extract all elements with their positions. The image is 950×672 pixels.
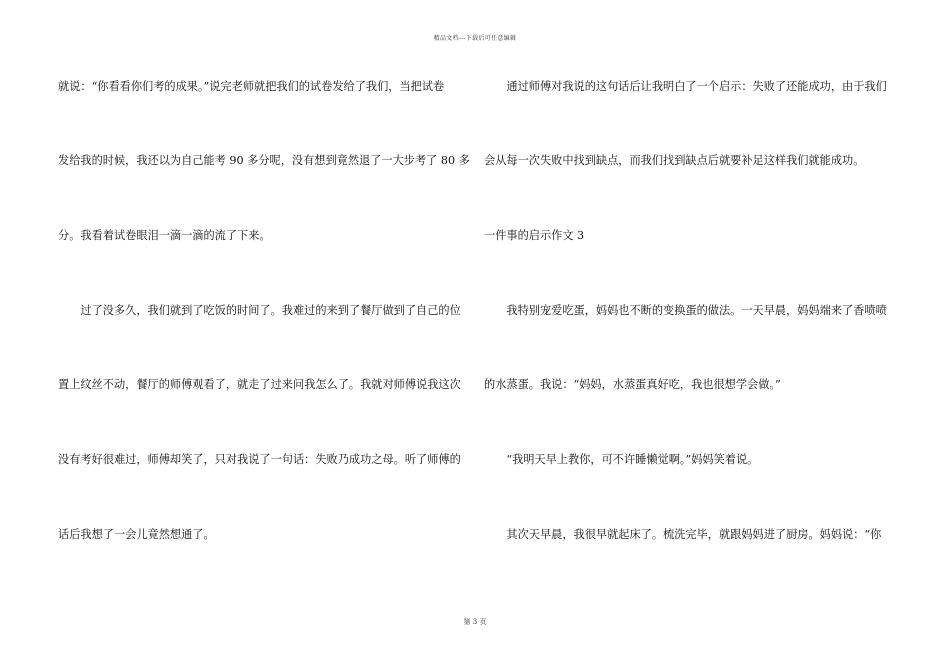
page-header: 精品文档---下载后可任意编辑 xyxy=(433,35,517,42)
text-line: 会从每一次失败中找到缺点，而我们找到缺点后就要补足这样我们就能成功。 xyxy=(484,154,865,167)
text-line: 过了没多久，我们就到了吃饭的时间了。我难过的来到了餐厅做到了自己的位 xyxy=(58,304,461,317)
text-line: 通过师傅对我说的这句话后让我明白了一个启示：失败了还能成功，由于我们 xyxy=(484,80,887,93)
text-line: 就说：“你看看你们考的成果。”说完老师就把我们的试卷发给了我们，当把试卷 xyxy=(58,80,445,93)
text-line: 的水蒸蛋。我说：“妈妈，水蒸蛋真好吃，我也很想学会做。” xyxy=(484,378,781,391)
text-line: 话后我想了一会儿竟然想通了。 xyxy=(58,528,215,541)
text-line: 我特别宠爱吃蛋，妈妈也不断的变换蛋的做法。一天早晨，妈妈端来了香喷喷 xyxy=(484,304,887,317)
text-line: 没有考好很难过，师傅却笑了，只对我说了一句话：失败乃成功之母。听了师傅的 xyxy=(58,453,461,466)
text-line: “我明天早上教你，可不许睡懒觉啊。”妈妈笑着说。 xyxy=(484,453,759,466)
text-line: 发给我的时候，我还以为自己能考 90 多分呢，没有想到竟然退了一大步考了 80 多 xyxy=(58,154,470,167)
text-line: 置上纹丝不动，餐厅的师傅观看了，就走了过来问我怎么了。我就对师傅说我这次 xyxy=(58,378,461,391)
page-number: 第 3 页 xyxy=(463,618,487,626)
text-line: 其次天早晨，我很早就起床了。梳洗完毕，就跟妈妈进了厨房。妈妈说：“你 xyxy=(484,528,882,541)
section-heading: 一件事的启示作文 3 xyxy=(484,229,585,242)
text-line: 分。我看着试卷眼泪一滴一滴的流了下来。 xyxy=(58,229,271,242)
